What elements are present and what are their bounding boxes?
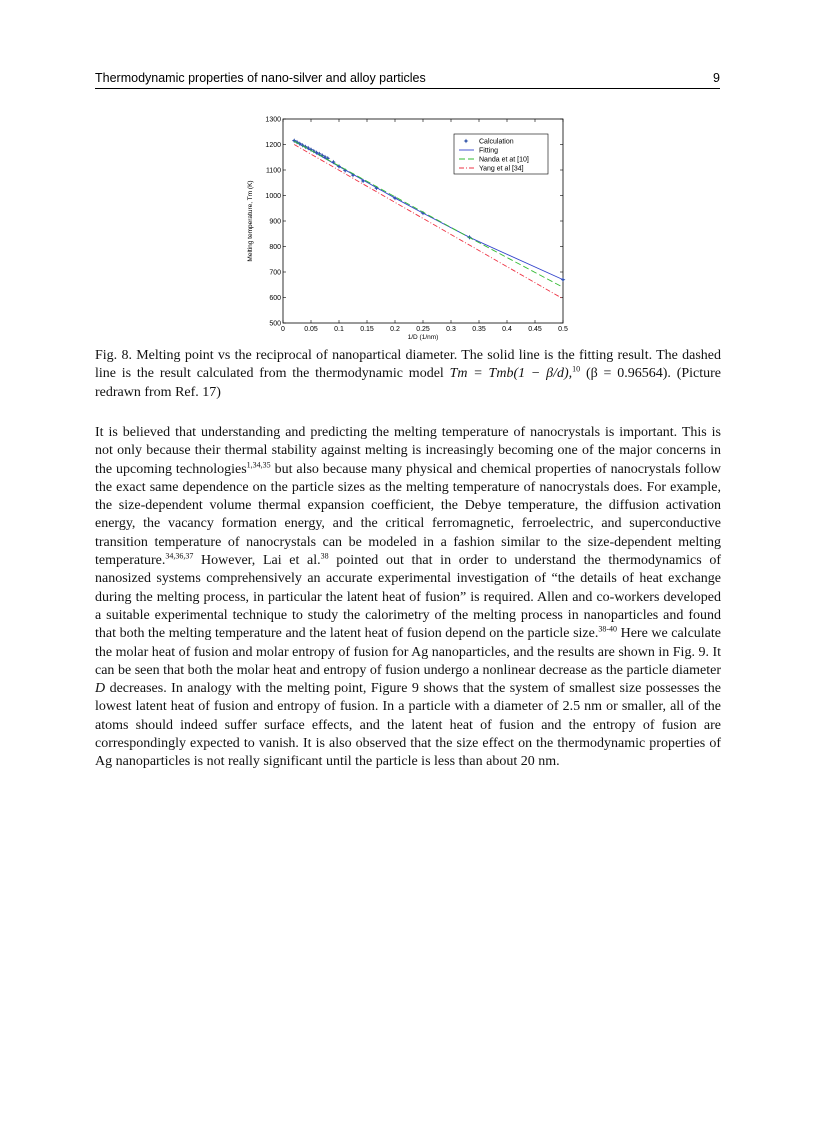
y-axis-label: Melting temperature, Tm (K) — [247, 180, 254, 262]
x-axis-label: 1/D (1/nm) — [407, 334, 439, 341]
running-header — [95, 71, 720, 89]
caption-formula: Tm = Tmb(1 − β/d), — [449, 366, 573, 382]
x-tick-label: 0.35 — [472, 326, 486, 333]
y-tick-label: 600 — [269, 295, 281, 302]
caption-text: Melting point vs the reciprocal of nanopartical diameter. The solid line is the fitting result. The dashed line is the result calculated from the thermodynamic model — [95, 348, 721, 382]
x-tick-label: 0.05 — [304, 326, 318, 333]
figure-caption — [95, 347, 721, 402]
y-tick-label: 1200 — [265, 142, 281, 149]
x-tick-label: 0.3 — [446, 326, 456, 333]
x-tick-label: 0.15 — [360, 326, 374, 333]
y-tick-label: 1300 — [265, 116, 281, 124]
y-tick-label: 800 — [269, 244, 281, 251]
x-tick-label: 0 — [281, 326, 285, 333]
legend-label: Nanda et at [10] — [479, 156, 529, 164]
x-tick-label: 0.5 — [558, 326, 568, 333]
y-tick-label: 500 — [269, 320, 281, 328]
x-tick-label: 0.2 — [390, 326, 400, 333]
caption-tail: (β = 0.96564). (Picture redrawn from Ref. 17) — [95, 366, 722, 400]
y-tick-label: 1000 — [265, 193, 281, 200]
caption-label: Fig. 8. — [95, 348, 132, 363]
y-tick-label: 900 — [269, 218, 281, 226]
paragraph: It is believed that understanding and predicting the melting temperature of nanocrystals is important. This is not only because their thermal stability against melting is increasingly becoming one of the major concerns in the upcoming technologies$^{1,34,35}$ but also because many physical and chemical properties of nanocrystals follow the exact same dependence on the particle sizes as the melting temperature of nanocrystals does. For example, the size-dependent volume thermal expansion coefficient, the Debye temperature, the diffusion activation energy, the vacancy formation energy, and the critical ferromagnetic, ferroelectric, and superconductive transition temperature of nanocrystals can be modeled in a fashion similar to the size-dependent melting temperature.$^{34,36,37}$ However, Lai et al.$^{38}$ pointed out that in order to understand the thermodynamics of nanosized systems comprehensively an accurate experimental investigation of “the details of heat exchange during the melting process, in particular the latent heat of fusion” is required. Allen and co-workers developed a suitable experimental technique to study the calorimetry of the melting process in nanoparticles and found that both the melting temperature and the latent heat of fusion depend on the particle size.$^{38-40}$ Here we calculate the molar heat of fusion and molar entropy of fusion for Ag nanoparticles, and the results are shown in Fig. 9. It can be seen that both the molar heat and entropy of fusion undergo a nonlinear decrease as the particle diameter D decreases. In analogy with the melting point, Figure 9 shows that the system of smallest size possesses the lowest latent heat of fusion and entropy of fusion. In a particle with a diameter of 2.5 nm or smaller, all of the atoms should indeed suffer surface effects, and the latent heat of fusion and the entropy of fusion are correspondingly expected to vanish. It is also observed that the size effect on the thermodynamic properties of Ag nanoparticles is not really significant until the particle is less than about 20 nm. — [95, 425, 722, 770]
legend-label: Fitting — [479, 147, 499, 155]
x-tick-label: 0.25 — [416, 326, 430, 333]
page-number: 9 — [713, 71, 720, 85]
x-tick-label: 0.1 — [334, 326, 344, 333]
x-tick-label: 0.4 — [502, 326, 512, 333]
y-tick-label: 1100 — [265, 167, 281, 175]
body-text — [95, 424, 721, 772]
caption-ref: 10 — [572, 364, 581, 374]
header-title: Thermodynamic properties of nano-silver and alloy particles — [95, 71, 426, 85]
legend-label: Yang et al [34] — [479, 165, 524, 173]
y-tick-label: 700 — [269, 269, 281, 277]
melting-point-chart — [240, 110, 580, 345]
legend-label: Calculation — [479, 138, 514, 146]
x-tick-label: 0.45 — [528, 326, 542, 333]
